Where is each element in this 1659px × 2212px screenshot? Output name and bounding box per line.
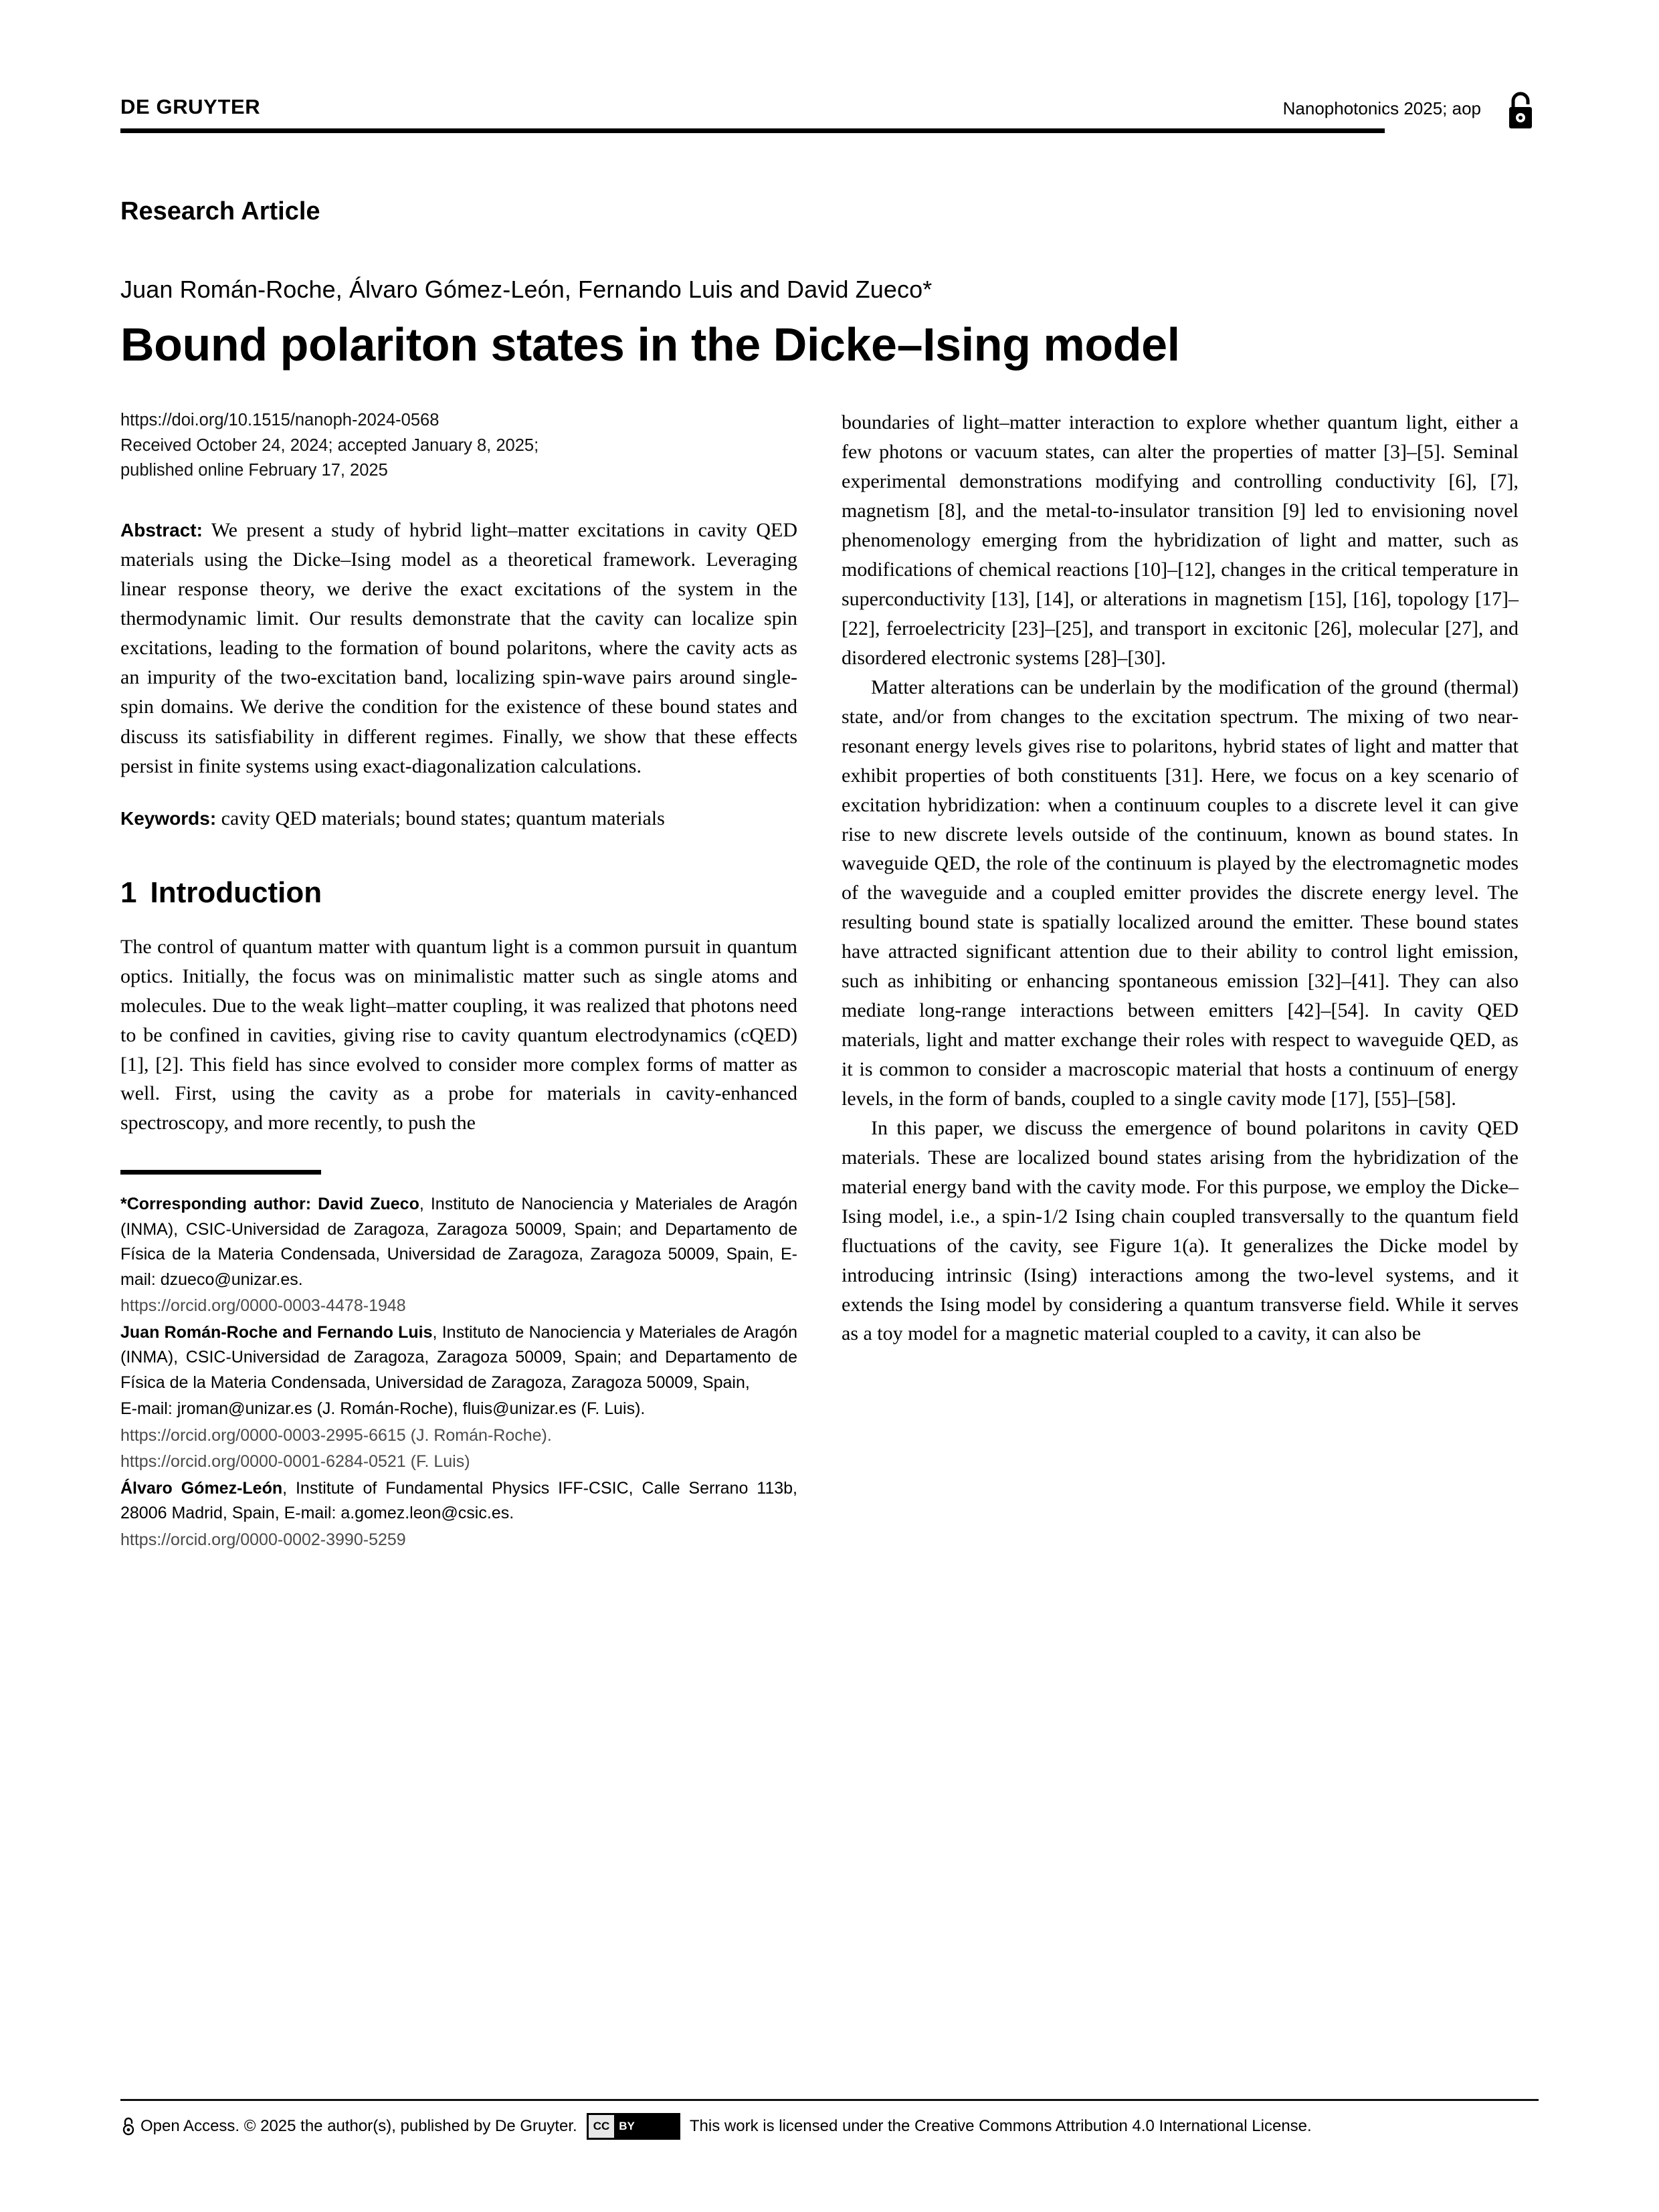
- page-title: Bound polariton states in the Dicke–Ising model: [120, 318, 1180, 371]
- author-3-name: Álvaro Gómez-León: [120, 1478, 283, 1498]
- article-type: Research Article: [120, 197, 320, 225]
- footnote-block: [120, 1192, 797, 1552]
- corresponding-author-orcid[interactable]: https://orcid.org/0000-0003-4478-1948: [120, 1296, 406, 1316]
- author-list: Juan Román-Roche, Álvaro Gómez-León, Fernando Luis and David Zueco*: [120, 276, 933, 303]
- published-online-line: published online February 17, 2025: [120, 461, 388, 480]
- body-columns: [120, 408, 1539, 1554]
- publication-info: [120, 408, 797, 483]
- footer-rule: [120, 2099, 1539, 2101]
- publisher-brand: DE GRUYTER: [120, 95, 261, 118]
- right-column: [842, 408, 1519, 1554]
- section-heading-introduction: [120, 876, 797, 910]
- open-access-icon: [120, 2116, 136, 2136]
- author-2-orcid-1[interactable]: https://orcid.org/0000-0003-2995-6615 (J. Román-Roche).: [120, 1425, 552, 1445]
- page-footer: [120, 2099, 1539, 2140]
- license-pre-text: Open Access. © 2025 the author(s), published by De Gruyter.: [140, 2117, 577, 2135]
- intro-paragraph-1: The control of quantum matter with quantum light is a common pursuit in quantum optics. Initially, the focus was on minimalistic matter such as single atoms and molecules. Due to the weak light–matter coupling, it was realized that photons need to be confined in cavities, giving rise to cavity quantum electrodynamics (cQED) [1], [2]. This field has since evolved to consider more complex forms of matter as well. First, using the cavity as a probe for materials in cavity-enhanced spectroscopy, and more recently, to push the: [120, 935, 797, 1134]
- intro-paragraph-3: In this paper, we discuss the emergence of bound polaritons in cavity QED materials. These are localized bound states arising from the hybridization of the material energy band with the cavity mode. For this purpose, we employ the Dicke–Ising model, i.e., a spin-1/2 Ising chain coupled transversally to the quantum field fluctuations of the cavity, see Figure 1(a). It generalizes the Dicke model by introducing intrinsic (Ising) interactions among the two-level systems, and it extends the Ising model by considering a quantum transverse field. While it serves as a toy model for a magnetic material coupled to a cavity, it can also be: [842, 1116, 1519, 1345]
- license-line: [120, 2113, 1539, 2140]
- cc-glyph: CC: [589, 2115, 615, 2138]
- keywords-text: cavity QED materials; bound states; quantum materials: [216, 807, 665, 829]
- journal-reference-text: Nanophotonics 2025; aop: [1282, 98, 1481, 118]
- license-post-text: This work is licensed under the Creative Commons Attribution 4.0 International License.: [689, 2117, 1312, 2135]
- footnote-author-2: [120, 1320, 797, 1396]
- header-rule: [120, 128, 1385, 133]
- author-2-affiliation: , Instituto de Nanociencia y Materiales de Aragón (INMA), CSIC-Universidad de Zaragoza, Zaragoza 50009, Spain; and Departamento de Física de la Materia Condensada, Universidad de Zaragoza, Zaragoza 50009, Spain,: [120, 1322, 798, 1392]
- intro-paragraph-1-continued: boundaries of light–matter interaction to explore whether quantum light, either a few photons or vacuum states, can alter the properties of matter [3]–[5]. Seminal experimental demonstrations modifying and controlling conductivity [6], [7], magnetism [8], and the metal-to-insulator transition [9] led to envisioning novel phenomenology emerging from the hybridization of light and matter, such as modifications of chemical reactions [10]–[12], changes in the critical temperature in superconductivity [13], [14], or alterations in magnetism [15], [16], topology [17]–[22], ferroelectricity [23]–[25], and transport in excitonic [26], molecular [27], and disordered electronic systems [28]–[30].: [842, 411, 1519, 669]
- keywords-label: Keywords:: [120, 807, 217, 829]
- footnote-rule: [120, 1170, 321, 1175]
- footnote-author-3: [120, 1476, 797, 1526]
- abstract-text: We present a study of hybrid light–matter excitations in cavity QED materials using the Dicke–Ising model as a theoretical framework. Leveraging linear response theory, we derive the exact excitations of the system in the thermodynamic limit. Our results demonstrate that the cavity can localize spin excitations, leading to the formation of bound polaritons, where the cavity acts as an impurity of the two-excitation band, localizing spin-wave pairs around single-spin domains. We derive the condition for the existence of these bound states and discuss its satisfiability in different regimes. Finally, we show that these effects persist in finite systems using exact-diagonalization calculations.: [120, 518, 797, 777]
- doi-link[interactable]: https://doi.org/10.1515/nanoph-2024-0568: [120, 411, 440, 430]
- author-2-name: Juan Román-Roche and Fernando Luis: [120, 1322, 433, 1342]
- author-3-affiliation: , Institute of Fundamental Physics IFF-CSIC, Calle Serrano 113b, 28006 Madrid, Spain, E-mail: a.gomez.leon@csic.es.: [120, 1478, 797, 1523]
- open-access-icon: [1502, 90, 1539, 131]
- left-column: [120, 408, 797, 1554]
- author-3-orcid[interactable]: https://orcid.org/0000-0002-3990-5259: [120, 1530, 406, 1549]
- corresponding-author-affiliation: , Instituto de Nanociencia y Materiales de Aragón (INMA), CSIC-Universidad de Zaragoza, Zaragoza 50009, Spain; and Departamento de Física de la Materia Condensada, Universidad de Zaragoza, Zaragoza 50009, Spain, E-mail: dzueco@unizar.es.: [120, 1195, 797, 1289]
- journal-reference: [1283, 98, 1539, 119]
- section-number: 1: [120, 876, 137, 909]
- section-title: Introduction: [150, 876, 322, 909]
- by-glyph: BY: [619, 2120, 635, 2132]
- footnote-corresponding-author: [120, 1192, 797, 1292]
- intro-paragraph-2: Matter alterations can be underlain by the modification of the ground (thermal) state, and/or from changes to the excitation spectrum. The mixing of two near-resonant energy levels gives rise to polaritons, hybrid states of light and matter that exhibit properties of both constituents [31]. Here, we focus on a key scenario of excitation hybridization: when a continuum couples to a discrete level it can give rise to new discrete levels outside of the continuum, known as bound states. In waveguide QED, the role of the continuum is played by the electromagnetic modes of the waveguide and a coupled emitter provides the discrete energy level. The resulting bound state is spatially localized around the emitter. These bound states have attracted significant attention due to their ability to control light emission, such as inhibiting or enhancing spontaneous emission [32]–[41]. They can also mediate long-range interactions between emitters [42]–[54]. In cavity QED materials, light and matter exchange their roles with respect to waveguide QED, as it is common to consider a macroscopic material that hosts a continuum of energy levels, in the form of bands, coupled to a single cavity mode [17], [55]–[58].: [842, 676, 1519, 1110]
- abstract-label: Abstract:: [120, 519, 203, 540]
- author-2-email[interactable]: E-mail: jroman@unizar.es (J. Román-Roche), fluis@unizar.es (F. Luis).: [120, 1399, 646, 1419]
- corresponding-author-name: *Corresponding author: David Zueco: [120, 1195, 419, 1214]
- abstract-block: [120, 516, 797, 781]
- creative-commons-badge: [587, 2113, 680, 2140]
- header-rule-wrap: [120, 128, 1539, 133]
- author-2-orcid-2[interactable]: https://orcid.org/0000-0001-6284-0521 (F. Luis): [120, 1452, 470, 1472]
- cc-badge-tail: [640, 2115, 678, 2138]
- keywords-block: [120, 804, 797, 833]
- running-head: [120, 0, 1539, 119]
- received-accepted-line: Received October 24, 2024; accepted January 8, 2025;: [120, 435, 539, 455]
